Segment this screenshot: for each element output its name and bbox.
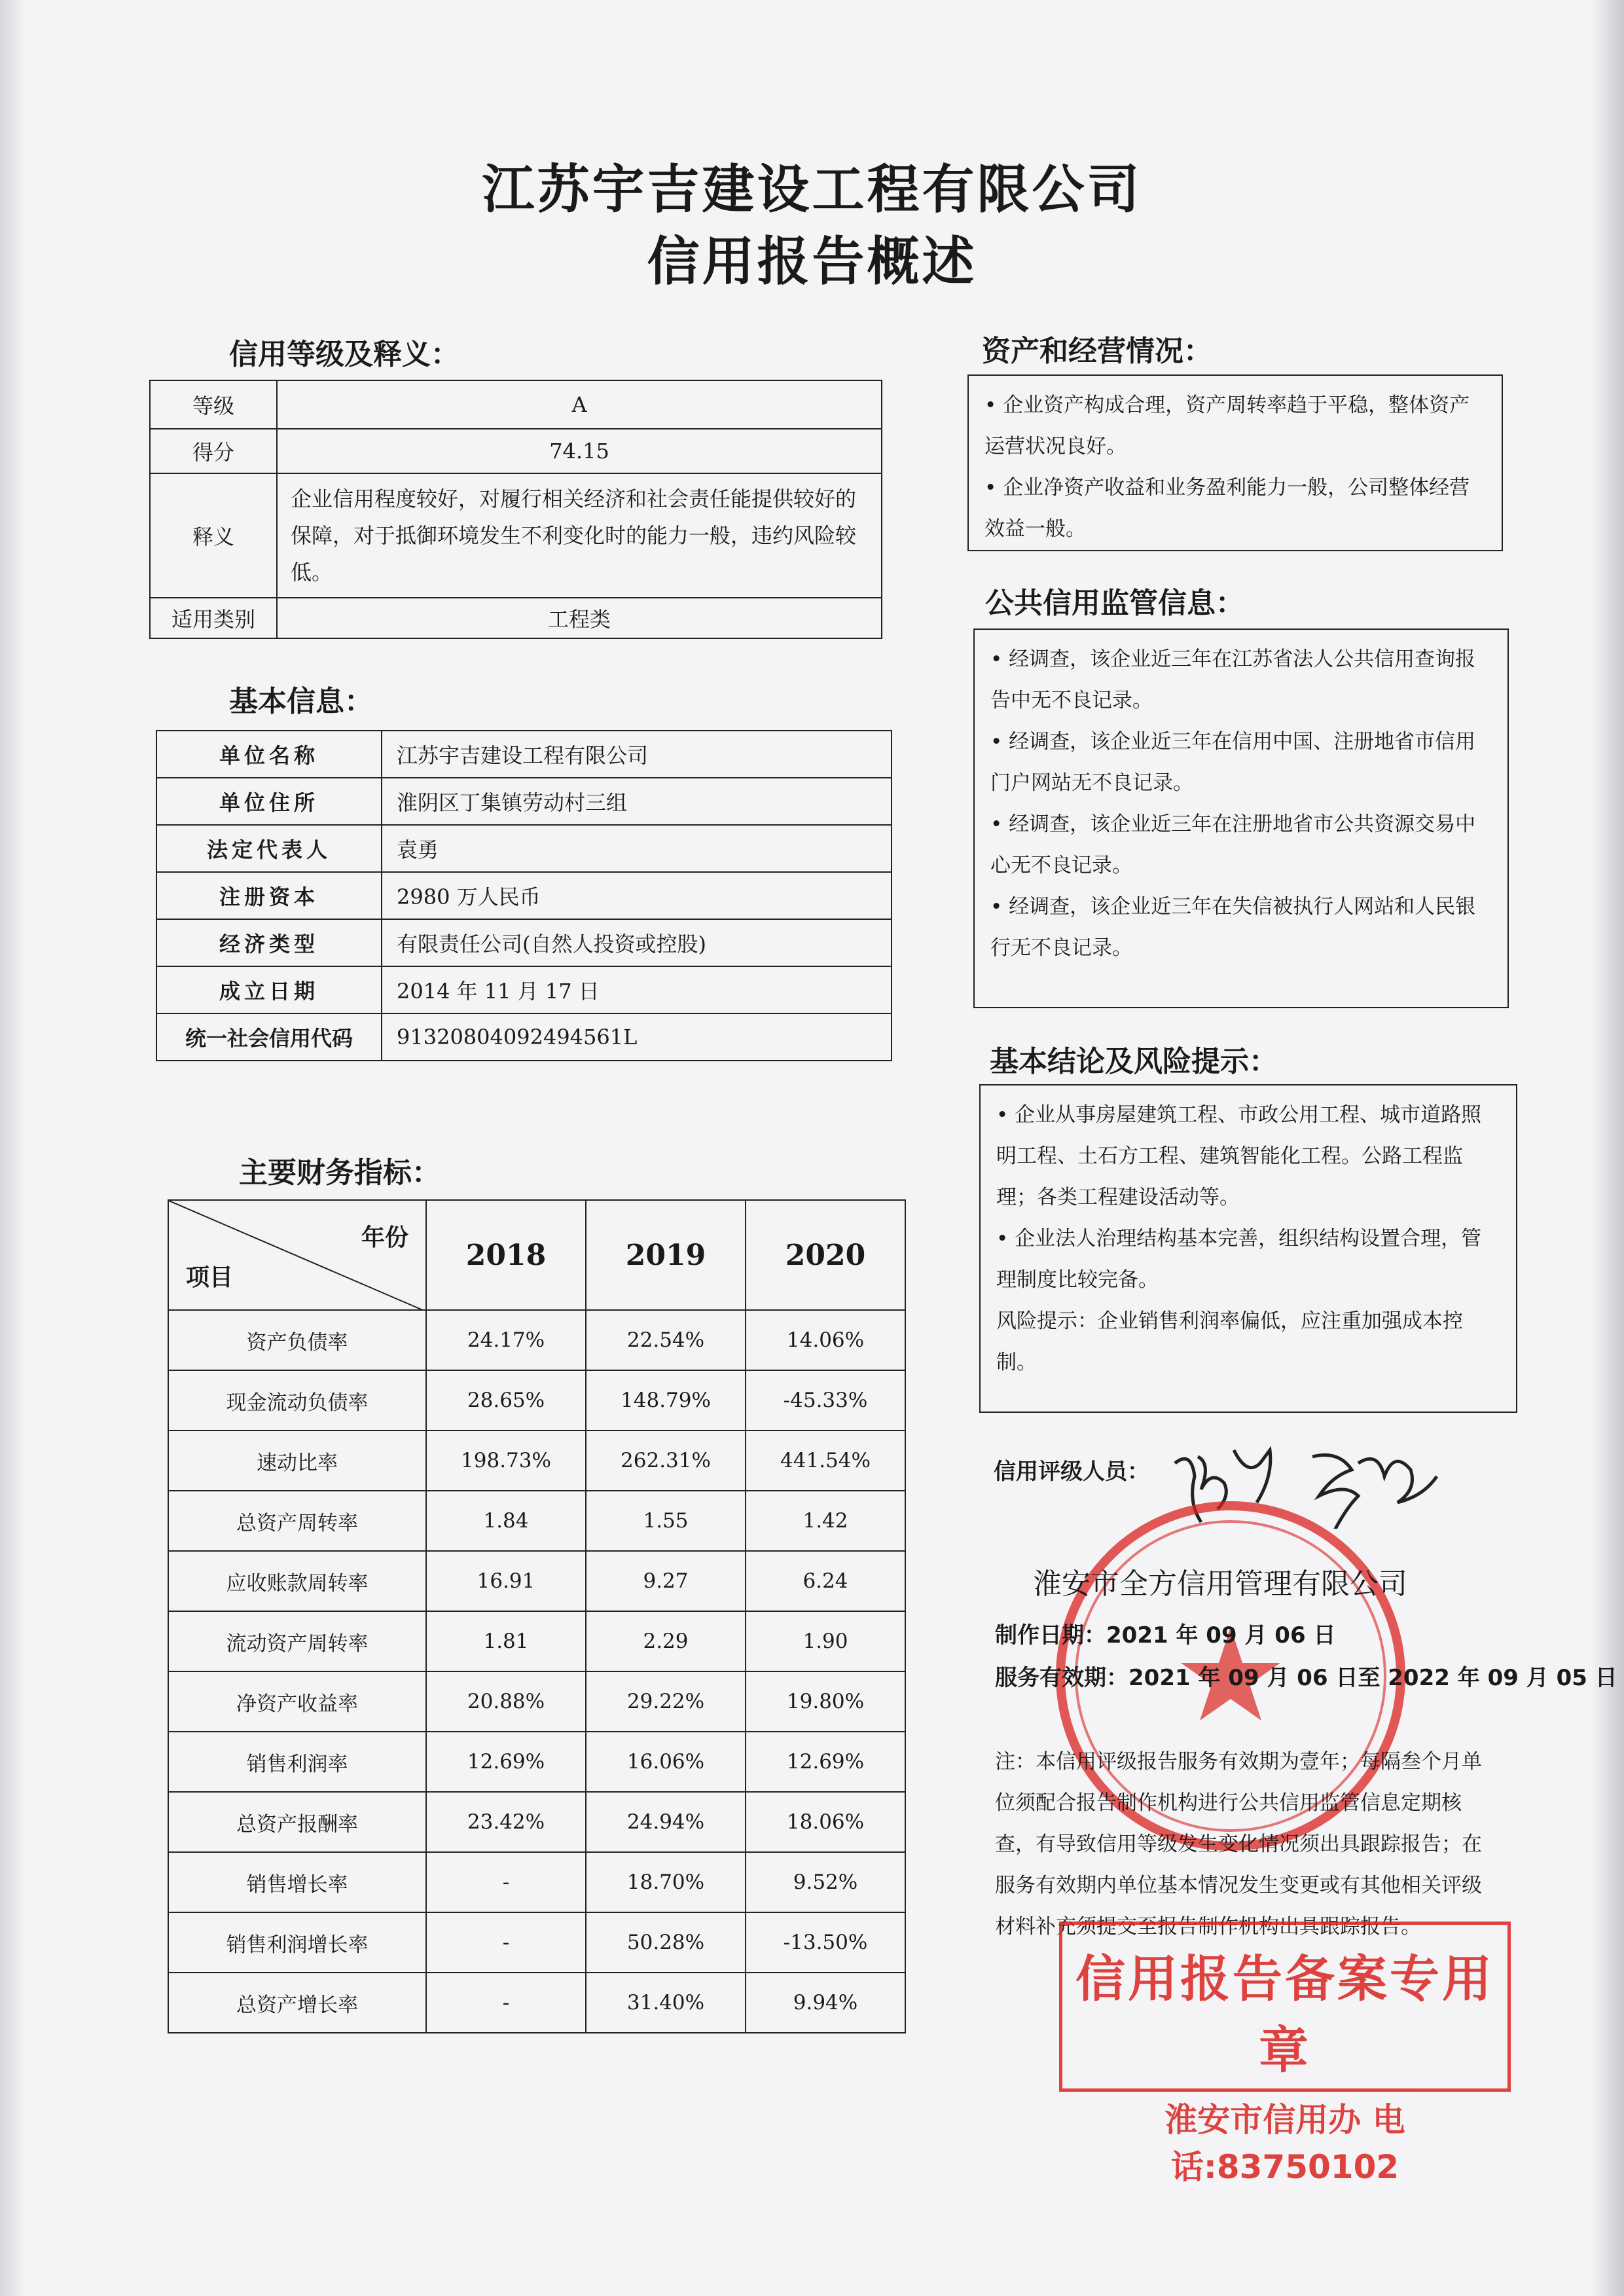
made-date-label: 制作日期： (995, 1622, 1106, 1649)
supervision-item: • 经调查，该企业近三年在江苏省法人公共信用查询报告中无不良记录。 (990, 647, 1476, 712)
finance-value-2019: 148.79% (586, 1370, 746, 1430)
finance-metric-name: 总资产报酬率 (168, 1792, 426, 1852)
finance-metric-name: 销售增长率 (168, 1852, 426, 1912)
credit-row (150, 429, 882, 473)
finance-value-2019: 24.94% (586, 1792, 746, 1852)
finance-value-2020: -45.33% (746, 1370, 905, 1430)
finance-value-2019: 16.06% (586, 1732, 746, 1792)
finance-value-2018: 28.65% (426, 1370, 586, 1430)
risk-text: 企业销售利润率偏低，应注重加强成本控制。 (996, 1309, 1463, 1374)
basic-key: 法定代表人 (156, 825, 382, 872)
supervision-box (973, 629, 1509, 1008)
finance-metric-name: 资产负债率 (168, 1310, 426, 1370)
finance-value-2018: 198.73% (426, 1430, 586, 1491)
finance-value-2019: 31.40% (586, 1973, 746, 2033)
finance-row (168, 1370, 905, 1430)
finance-value-2018: 24.17% (426, 1310, 586, 1370)
finance-value-2020: 9.94% (746, 1973, 905, 2033)
basic-row (156, 731, 892, 778)
finance-body (168, 1310, 905, 2033)
finance-value-2018: 16.91 (426, 1551, 586, 1611)
year-2018: 2018 (426, 1200, 586, 1310)
finance-row (168, 1792, 905, 1852)
finance-value-2018: - (426, 1973, 586, 2033)
finance-value-2020: 19.80% (746, 1671, 905, 1732)
credit-value: 74.15 (277, 429, 882, 473)
basic-value: 袁勇 (382, 825, 892, 872)
finance-row (168, 1852, 905, 1912)
basic-info-table (156, 730, 892, 1061)
finance-value-2020: 6.24 (746, 1551, 905, 1611)
supervision-item: • 经调查，该企业近三年在失信被执行人网站和人民银行无不良记录。 (990, 895, 1476, 960)
basic-key: 成立日期 (156, 966, 382, 1013)
credit-row (150, 380, 882, 429)
supervision-item: • 经调查，该企业近三年在注册地省市公共资源交易中心无不良记录。 (990, 812, 1476, 877)
risk-label: 风险提示： (996, 1309, 1098, 1333)
basic-value: 2980 万人民币 (382, 872, 892, 919)
basic-key: 单位名称 (156, 731, 382, 778)
basic-row (156, 872, 892, 919)
finance-metric-name: 销售利润增长率 (168, 1912, 426, 1973)
validity-value: 2021 年 09 月 06 日至 2022 年 09 月 05 日 (1128, 1665, 1617, 1691)
finance-row (168, 1732, 905, 1792)
finance-value-2020: 18.06% (746, 1792, 905, 1852)
finance-value-2020: 441.54% (746, 1430, 905, 1491)
finance-metric-name: 流动资产周转率 (168, 1611, 426, 1671)
credit-row (150, 598, 882, 638)
finance-row (168, 1310, 905, 1370)
finance-value-2020: 1.90 (746, 1611, 905, 1671)
finance-value-2019: 9.27 (586, 1551, 746, 1611)
finance-value-2018: - (426, 1912, 586, 1973)
filing-stamp-title: 信用报告备案专用章 (1075, 1950, 1494, 2079)
finance-value-2018: 1.81 (426, 1611, 586, 1671)
finance-heading: 主要财务指标： (239, 1156, 441, 1190)
basic-row (156, 825, 892, 872)
year-2019: 2019 (586, 1200, 746, 1310)
finance-metric-name: 应收账款周转率 (168, 1551, 426, 1611)
finance-value-2018: - (426, 1852, 586, 1912)
year-2020: 2020 (746, 1200, 905, 1310)
credit-table (149, 380, 882, 639)
finance-row (168, 1551, 905, 1611)
credit-heading: 信用等级及释义： (229, 338, 460, 371)
finance-value-2020: 9.52% (746, 1852, 905, 1912)
finance-value-2019: 262.31% (586, 1430, 746, 1491)
supervision-heading: 公共信用监管信息： (985, 587, 1244, 620)
basic-key: 注册资本 (156, 872, 382, 919)
basic-value: 淮阴区丁集镇劳动村三组 (382, 778, 892, 825)
credit-value: 工程类 (277, 598, 882, 638)
finance-row (168, 1973, 905, 2033)
credit-description: 企业信用程度较好，对履行相关经济和社会责任能提供较好的保障，对于抵御环境发生不利变化时的能力一般，违约风险较低。 (277, 473, 882, 598)
header-year-label: 年份 (361, 1224, 408, 1251)
finance-value-2019: 18.70% (586, 1852, 746, 1912)
agency-name: 淮安市全方信用管理有限公司 (1033, 1567, 1407, 1601)
finance-value-2019: 22.54% (586, 1310, 746, 1370)
conclusion-heading: 基本结论及风险提示： (990, 1045, 1278, 1078)
diagonal-line (169, 1201, 424, 1311)
credit-key: 得分 (150, 429, 277, 473)
finance-value-2018: 20.88% (426, 1671, 586, 1732)
risk-paragraph (996, 1301, 1500, 1383)
finance-value-2019: 50.28% (586, 1912, 746, 1973)
finance-metric-name: 总资产周转率 (168, 1491, 426, 1551)
finance-value-2020: 14.06% (746, 1310, 905, 1370)
basic-key: 统一社会信用代码 (156, 1013, 382, 1061)
assets-box (967, 374, 1503, 551)
validity-line (995, 1660, 1617, 1692)
finance-value-2018: 23.42% (426, 1792, 586, 1852)
supervision-item: • 经调查，该企业近三年在信用中国、注册地省市信用门户网站无不良记录。 (990, 730, 1476, 795)
finance-metric-name: 净资产收益率 (168, 1671, 426, 1732)
finance-metric-name: 速动比率 (168, 1430, 426, 1491)
finance-table (168, 1199, 906, 2033)
finance-value-2018: 1.84 (426, 1491, 586, 1551)
finance-header-row (168, 1200, 905, 1310)
basic-row (156, 966, 892, 1013)
basic-value: 有限责任公司(自然人投资或控股) (382, 919, 892, 966)
finance-value-2019: 29.22% (586, 1671, 746, 1732)
basic-heading: 基本信息： (229, 685, 373, 718)
document-title: 江苏宇吉建设工程有限公司 (482, 159, 1142, 220)
finance-corner-cell (168, 1200, 426, 1310)
finance-row (168, 1611, 905, 1671)
basic-value: 91320804092494561L (382, 1013, 892, 1061)
filing-stamp-contact: 淮安市信用办 电话:83750102 (1164, 2101, 1405, 2186)
basic-row (156, 1013, 892, 1061)
finance-value-2020: 1.42 (746, 1491, 905, 1551)
finance-value-2020: -13.50% (746, 1912, 905, 1973)
credit-row (150, 473, 882, 598)
assets-item: • 企业净资产收益和业务盈利能力一般，公司整体经营效益一般。 (984, 476, 1470, 541)
document-subtitle: 信用报告概述 (647, 231, 977, 292)
validity-label: 服务有效期： (995, 1665, 1128, 1691)
assets-item: • 企业资产构成合理，资产周转率趋于平稳，整体资产运营状况良好。 (984, 393, 1470, 458)
assets-heading: 资产和经营情况： (982, 335, 1212, 368)
basic-key: 单位住所 (156, 778, 382, 825)
credit-key: 适用类别 (150, 598, 277, 638)
rater-label: 信用评级人员： (994, 1459, 1149, 1485)
basic-value: 江苏宇吉建设工程有限公司 (382, 731, 892, 778)
finance-value-2019: 2.29 (586, 1611, 746, 1671)
finance-value-2020: 12.69% (746, 1732, 905, 1792)
credit-value: A (277, 380, 882, 429)
finance-metric-name: 现金流动负债率 (168, 1370, 426, 1430)
finance-metric-name: 销售利润率 (168, 1732, 426, 1792)
header-item-label: 项目 (186, 1264, 234, 1291)
finance-value-2018: 12.69% (426, 1732, 586, 1792)
filing-stamp (1059, 1922, 1511, 2186)
basic-key: 经济类型 (156, 919, 382, 966)
finance-row (168, 1430, 905, 1491)
finance-row (168, 1671, 905, 1732)
conclusion-item: • 企业从事房屋建筑工程、市政公用工程、城市道路照明工程、土石方工程、建筑智能化工程。公路工程监理；各类工程建设活动等。 (996, 1103, 1482, 1209)
basic-value: 2014 年 11 月 17 日 (382, 966, 892, 1013)
made-date-line (995, 1617, 1335, 1649)
basic-row (156, 778, 892, 825)
conclusion-box (979, 1084, 1517, 1413)
finance-metric-name: 总资产增长率 (168, 1973, 426, 2033)
page-edge-right (1591, 0, 1624, 2296)
made-date-value: 2021 年 09 月 06 日 (1106, 1622, 1336, 1649)
service-note: 注：本信用评级报告服务有效期为壹年；每隔叁个月单位须配合报告制作机构进行公共信用监管信息定期核查，有导致信用等级发生变化情况须出具跟踪报告；在服务有效期内单位基本情况发生变更或有其他相关评级材料补充须提交至报告制作机构出具跟踪报告。 (995, 1750, 1482, 1939)
credit-key: 等级 (150, 380, 277, 429)
finance-row (168, 1912, 905, 1973)
basic-row (156, 919, 892, 966)
finance-value-2019: 1.55 (586, 1491, 746, 1551)
credit-key: 释义 (150, 473, 277, 598)
conclusion-item: • 企业法人治理结构基本完善，组织结构设置合理，管理制度比较完备。 (996, 1227, 1482, 1292)
finance-row (168, 1491, 905, 1551)
page-edge-left (0, 0, 26, 2296)
